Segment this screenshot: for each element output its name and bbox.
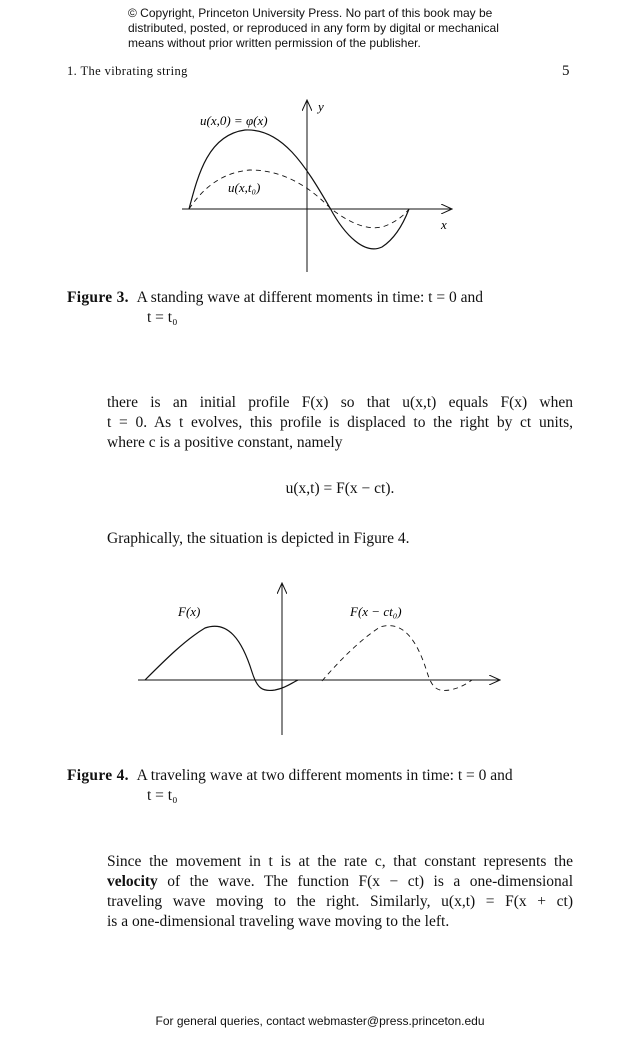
label-F-x: F(x): [178, 604, 201, 619]
caption-text: A standing wave at different moments in time: t = 0 and: [136, 289, 483, 306]
caption-label: Figure 4.: [67, 767, 129, 784]
copyright-line: © Copyright, Princeton University Press. No part of this book may be: [128, 6, 493, 20]
label-F-x-ct0: F(x − ct₀): [350, 604, 402, 619]
copyright-line: means without prior written permission of the publisher.: [128, 36, 421, 50]
text-line: [107, 872, 573, 892]
shifted-wave-curve: [322, 626, 472, 691]
text-line: t = 0. As t evolves, this profile is displaced to the right by ct units,: [107, 414, 573, 431]
page-footer: For general queries, contact webmaster@press.princeton.edu: [155, 1014, 485, 1028]
caption-text: A traveling wave at two different moments in time: t = 0 and: [136, 767, 513, 784]
caption-text-continued: t = t₀: [147, 787, 178, 804]
initial-wave-curve: [145, 626, 298, 690]
text-line: where c is a positive constant, namely: [107, 434, 343, 451]
x-axis-label: x: [441, 217, 447, 232]
text-line: is a one-dimensional traveling wave moving to the left.: [107, 913, 450, 930]
paragraph-3: [107, 852, 573, 932]
label-u-x-0: u(x,0) = φ(x): [200, 113, 268, 128]
copyright-notice: [128, 6, 548, 51]
caption-label: Figure 3.: [67, 289, 129, 306]
copyright-line: distributed, posted, or reproduced in any form by digital or mechanical: [128, 21, 499, 35]
y-axis-label: y: [318, 99, 324, 114]
page-number: 5: [562, 63, 570, 79]
paragraph-1: [107, 393, 573, 453]
figure-4-diagram: [0, 575, 640, 740]
bold-term: velocity: [107, 873, 158, 890]
initial-profile-curve: [189, 130, 409, 249]
figure-3-diagram: [0, 95, 640, 280]
later-profile-curve: [189, 170, 409, 228]
text-run: of the wave. The function F(x − ct) is a one-dimensional: [157, 873, 573, 890]
running-head: 1. The vibrating string: [67, 64, 188, 78]
label-u-x-t0: u(x,t₀): [228, 180, 261, 195]
text-line: traveling wave moving to the right. Similarly, u(x,t) = F(x + ct): [107, 893, 573, 910]
displayed-equation: u(x,t) = F(x − ct).: [285, 480, 395, 497]
figure-3-caption: [67, 288, 573, 328]
figure-4-caption: [67, 766, 573, 806]
paragraph-2: Graphically, the situation is depicted in Figure 4.: [107, 530, 410, 547]
text-line: Since the movement in t is at the rate c, that constant represents the: [107, 853, 573, 870]
text-line: there is an initial profile F(x) so that u(x,t) equals F(x) when: [107, 394, 573, 411]
caption-text-continued: t = t₀: [147, 309, 178, 326]
